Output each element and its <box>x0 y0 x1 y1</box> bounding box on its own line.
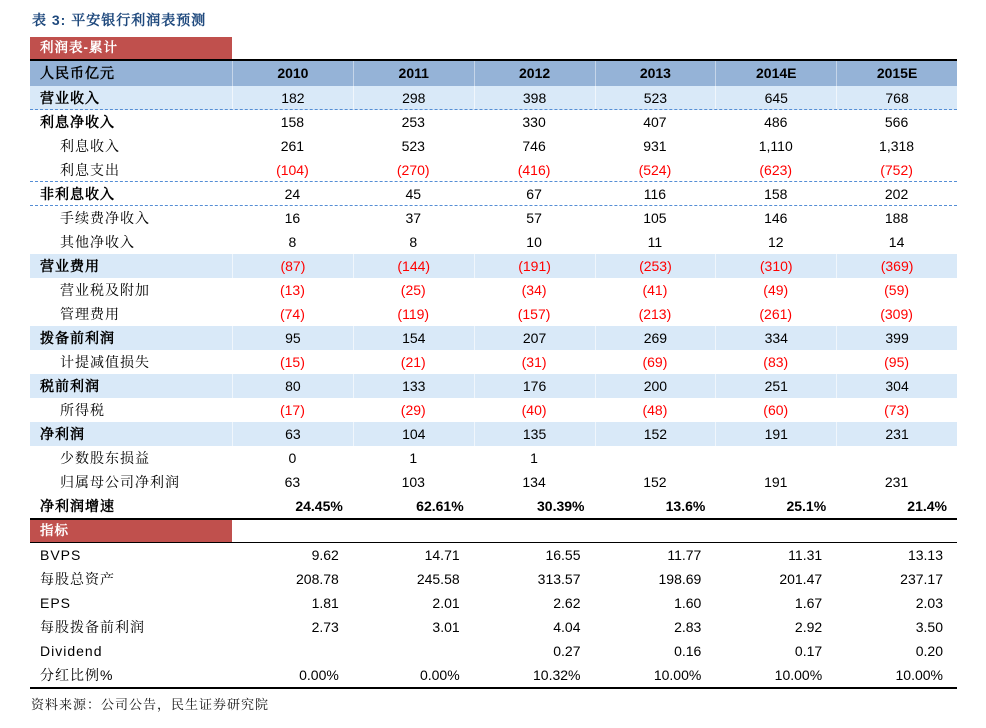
cell-value: (25) <box>400 282 426 298</box>
cell-value: 10.32% <box>533 667 581 683</box>
cell-value: 931 <box>643 138 667 154</box>
cell-value <box>595 446 716 470</box>
row-label: 利息净收入 <box>40 114 115 130</box>
cell-value: 63 <box>232 422 353 446</box>
cell-value: 191 <box>764 474 788 490</box>
cell-value: 399 <box>836 326 957 350</box>
row-label: BVPS <box>40 547 82 563</box>
cell-value: 25.1% <box>786 498 827 514</box>
column-header-row <box>30 61 957 86</box>
cell-value: (69) <box>642 354 668 370</box>
cell-value: 304 <box>836 374 957 398</box>
cell-value: 486 <box>764 114 788 130</box>
income-section-label: 利润表-累计 <box>40 40 118 55</box>
row-label: 归属母公司净利润 <box>60 474 180 490</box>
cell-value: 3.01 <box>432 619 460 635</box>
cell-value: 0.16 <box>674 643 702 659</box>
cell-value: 158 <box>280 114 305 130</box>
cell-value: 1.60 <box>674 595 702 611</box>
cell-value: 11 <box>647 234 663 250</box>
source-note: 资料来源：公司公告，民生证券研究院 <box>31 697 270 712</box>
cell-value: (73) <box>884 402 910 418</box>
cell-value: 80 <box>232 374 353 398</box>
cell-value: 2.83 <box>674 619 702 635</box>
year-header-2013: 2013 <box>595 61 716 86</box>
row-label: 每股总资产 <box>40 571 115 587</box>
cell-value: 95 <box>232 326 353 350</box>
cell-value: 12 <box>767 234 784 250</box>
cell-value: 245.58 <box>416 571 460 587</box>
unit-label: 人民币亿元 <box>40 65 115 81</box>
cell-value: (369) <box>836 254 957 278</box>
cell-value: (59) <box>884 282 910 298</box>
table-row <box>30 350 957 374</box>
table-row <box>30 182 957 206</box>
cell-value: 330 <box>522 114 546 130</box>
cell-value: (41) <box>642 282 668 298</box>
cell-value: 37 <box>405 210 422 226</box>
cell-value <box>232 639 353 663</box>
table-row <box>30 326 957 350</box>
cell-value: 1 <box>409 450 418 466</box>
row-label: 净利润 <box>40 426 85 442</box>
cell-value: (261) <box>759 306 793 322</box>
cell-value: (623) <box>759 162 793 178</box>
cell-value: 191 <box>715 422 836 446</box>
cell-value: 10.00% <box>895 667 943 683</box>
year-header-2014e: 2014E <box>715 61 836 86</box>
row-label: 计提减值损失 <box>60 354 150 370</box>
row-label: 利息支出 <box>60 162 120 178</box>
cell-value: 407 <box>643 114 667 130</box>
cell-value: (21) <box>400 354 426 370</box>
row-label: 营业税及附加 <box>60 282 150 298</box>
cell-value: 523 <box>401 138 425 154</box>
cell-value: 103 <box>401 474 425 490</box>
cell-value: 1 <box>530 450 538 466</box>
cell-value: 207 <box>474 326 595 350</box>
cell-value: 182 <box>232 86 353 109</box>
cell-value: 231 <box>836 422 957 446</box>
cell-value: 11.31 <box>788 547 823 563</box>
row-label: 拨备前利润 <box>40 330 115 346</box>
cell-value: (17) <box>279 402 305 418</box>
cell-value: (752) <box>880 162 913 178</box>
cell-value: 0.00% <box>419 667 460 683</box>
row-label: 所得税 <box>60 402 105 418</box>
cell-value: 2.73 <box>311 619 339 635</box>
indicator-section-label: 指标 <box>30 520 232 542</box>
cell-value: (416) <box>517 162 551 178</box>
cell-value: 231 <box>884 474 909 490</box>
table-row <box>30 86 957 110</box>
cell-value: 135 <box>474 422 595 446</box>
cell-value <box>836 446 957 470</box>
cell-value: 13.6% <box>665 498 706 514</box>
cell-value: 62.61% <box>416 498 464 514</box>
table-row <box>30 254 957 278</box>
cell-value: 133 <box>353 374 474 398</box>
cell-value: (253) <box>595 254 716 278</box>
cell-value: 253 <box>401 114 425 130</box>
cell-value: 24.45% <box>295 498 343 514</box>
cell-value: (119) <box>397 306 430 322</box>
cell-value: 13.13 <box>907 547 943 563</box>
cell-value: 251 <box>715 374 836 398</box>
cell-value: (270) <box>396 162 430 178</box>
cell-value: 198.69 <box>658 571 702 587</box>
cell-value: 116 <box>643 186 667 202</box>
cell-value: 104 <box>353 422 474 446</box>
cell-value: 152 <box>595 422 716 446</box>
cell-value: 63 <box>284 474 301 490</box>
row-label: 少数股东损益 <box>60 450 150 466</box>
table-row <box>30 278 957 302</box>
indicator-section-bar-spacer <box>232 520 957 542</box>
row-label: 管理费用 <box>60 306 120 322</box>
row-label: 分红比例% <box>40 667 114 683</box>
cell-value: 14 <box>888 234 905 250</box>
cell-value: 16 <box>284 210 301 226</box>
table-row <box>30 567 957 591</box>
cell-value: 1.81 <box>311 595 339 611</box>
row-label: Dividend <box>40 643 103 659</box>
row-label: 每股拨备前利润 <box>40 619 145 635</box>
cell-value: 0.17 <box>794 643 823 659</box>
cell-value: (49) <box>763 282 789 298</box>
row-label: 净利润增速 <box>40 498 115 514</box>
indicator-section-bar <box>30 518 957 543</box>
cell-value: 16.55 <box>545 547 581 563</box>
cell-value: (309) <box>880 306 913 322</box>
table-row <box>30 206 957 230</box>
cell-value: 645 <box>715 86 836 109</box>
row-label: EPS <box>40 595 72 611</box>
cell-value: 2.62 <box>553 595 581 611</box>
cell-value: 201.47 <box>779 571 823 587</box>
cell-value: 1,110 <box>758 138 793 154</box>
cell-value: 4.04 <box>553 619 581 635</box>
income-section-bar <box>30 37 232 59</box>
table-row <box>30 110 957 134</box>
cell-value: 10.00% <box>653 667 702 683</box>
year-header-2010: 2010 <box>232 61 353 86</box>
table-row <box>30 639 957 663</box>
cell-value: 152 <box>643 474 667 490</box>
cell-value: (31) <box>521 354 547 370</box>
table-row <box>30 591 957 615</box>
cell-value: 8 <box>288 234 297 250</box>
cell-value: 134 <box>522 474 546 490</box>
cell-value: 10.00% <box>774 667 823 683</box>
cell-value: 57 <box>526 210 542 226</box>
table-row <box>30 422 957 446</box>
cell-value: 1,318 <box>879 138 915 154</box>
indicator-rows <box>30 543 957 687</box>
cell-value: 0 <box>288 450 297 466</box>
table-row <box>30 230 957 254</box>
year-header-2012: 2012 <box>474 61 595 86</box>
cell-value: 2.01 <box>432 595 460 611</box>
row-label: 其他净收入 <box>60 234 135 250</box>
table-row <box>30 494 957 518</box>
cell-value: (60) <box>763 402 789 418</box>
table-row <box>30 615 957 639</box>
cell-value: 261 <box>280 138 305 154</box>
cell-value: (15) <box>279 354 305 370</box>
cell-value: 208.78 <box>296 571 339 587</box>
cell-value: 768 <box>836 86 957 109</box>
row-label: 营业费用 <box>40 258 100 274</box>
year-header-2011: 2011 <box>353 61 474 86</box>
cell-value: 176 <box>474 374 595 398</box>
table-row <box>30 302 957 326</box>
cell-value: 0.00% <box>299 667 339 683</box>
row-label: 税前利润 <box>40 378 100 394</box>
table-row <box>30 134 957 158</box>
cell-value: (13) <box>279 282 305 298</box>
cell-value: 523 <box>595 86 716 109</box>
row-label: 利息收入 <box>60 138 120 154</box>
cell-value: 2.03 <box>915 595 943 611</box>
cell-value: (524) <box>638 162 672 178</box>
cell-value: 746 <box>522 138 546 154</box>
row-label: 手续费净收入 <box>60 210 150 226</box>
income-rows <box>30 86 957 518</box>
cell-value: (83) <box>763 354 789 370</box>
cell-value <box>353 639 474 663</box>
cell-value: (191) <box>474 254 595 278</box>
cell-value: 0.27 <box>553 643 581 659</box>
cell-value: 154 <box>353 326 474 350</box>
cell-value: (213) <box>638 306 672 322</box>
cell-value: 45 <box>405 186 422 202</box>
cell-value: (144) <box>353 254 474 278</box>
table-row <box>30 470 957 494</box>
cell-value <box>715 446 836 470</box>
cell-value: (157) <box>517 306 551 322</box>
cell-value: (310) <box>715 254 836 278</box>
row-label: 营业收入 <box>40 90 100 106</box>
income-table <box>30 59 957 518</box>
cell-value: (29) <box>400 402 426 418</box>
cell-value: (87) <box>232 254 353 278</box>
cell-value: 298 <box>353 86 474 109</box>
cell-value: 10 <box>526 234 542 250</box>
cell-value: 202 <box>884 186 909 202</box>
cell-value: 146 <box>764 210 788 226</box>
cell-value: 398 <box>474 86 595 109</box>
cell-value: (48) <box>642 402 668 418</box>
cell-value: (74) <box>279 306 305 322</box>
cell-value: 0.20 <box>915 643 943 659</box>
cell-value: (104) <box>276 162 309 178</box>
row-label: 非利息收入 <box>40 186 115 202</box>
cell-value: 269 <box>595 326 716 350</box>
cell-value: 24 <box>284 186 301 202</box>
cell-value: 313.57 <box>537 571 581 587</box>
table-row <box>30 374 957 398</box>
table-row <box>30 398 957 422</box>
cell-value: 1.67 <box>794 595 823 611</box>
cell-value: (34) <box>521 282 547 298</box>
cell-value: 105 <box>643 210 667 226</box>
cell-value: (40) <box>521 402 547 418</box>
cell-value: 3.50 <box>915 619 943 635</box>
cell-value: 11.77 <box>667 547 702 563</box>
cell-value: 67 <box>526 186 542 202</box>
cell-value: 566 <box>884 114 909 130</box>
cell-value: 188 <box>884 210 909 226</box>
table-row <box>30 446 957 470</box>
cell-value: (95) <box>884 354 910 370</box>
table-row <box>30 158 957 182</box>
table-title: 表 3: 平安银行利润表预测 <box>32 12 207 28</box>
cell-value: 237.17 <box>900 571 943 587</box>
cell-value: 14.71 <box>424 547 460 563</box>
cell-value: 9.62 <box>311 547 339 563</box>
year-header-2015e: 2015E <box>836 61 957 86</box>
table-row <box>30 663 957 687</box>
cell-value: 8 <box>409 234 418 250</box>
cell-value: 30.39% <box>537 498 585 514</box>
cell-value: 21.4% <box>907 498 947 514</box>
indicator-table <box>30 543 957 689</box>
cell-value: 2.92 <box>794 619 823 635</box>
table-row <box>30 543 957 567</box>
cell-value: 200 <box>595 374 716 398</box>
cell-value: 158 <box>764 186 788 202</box>
cell-value: 334 <box>715 326 836 350</box>
